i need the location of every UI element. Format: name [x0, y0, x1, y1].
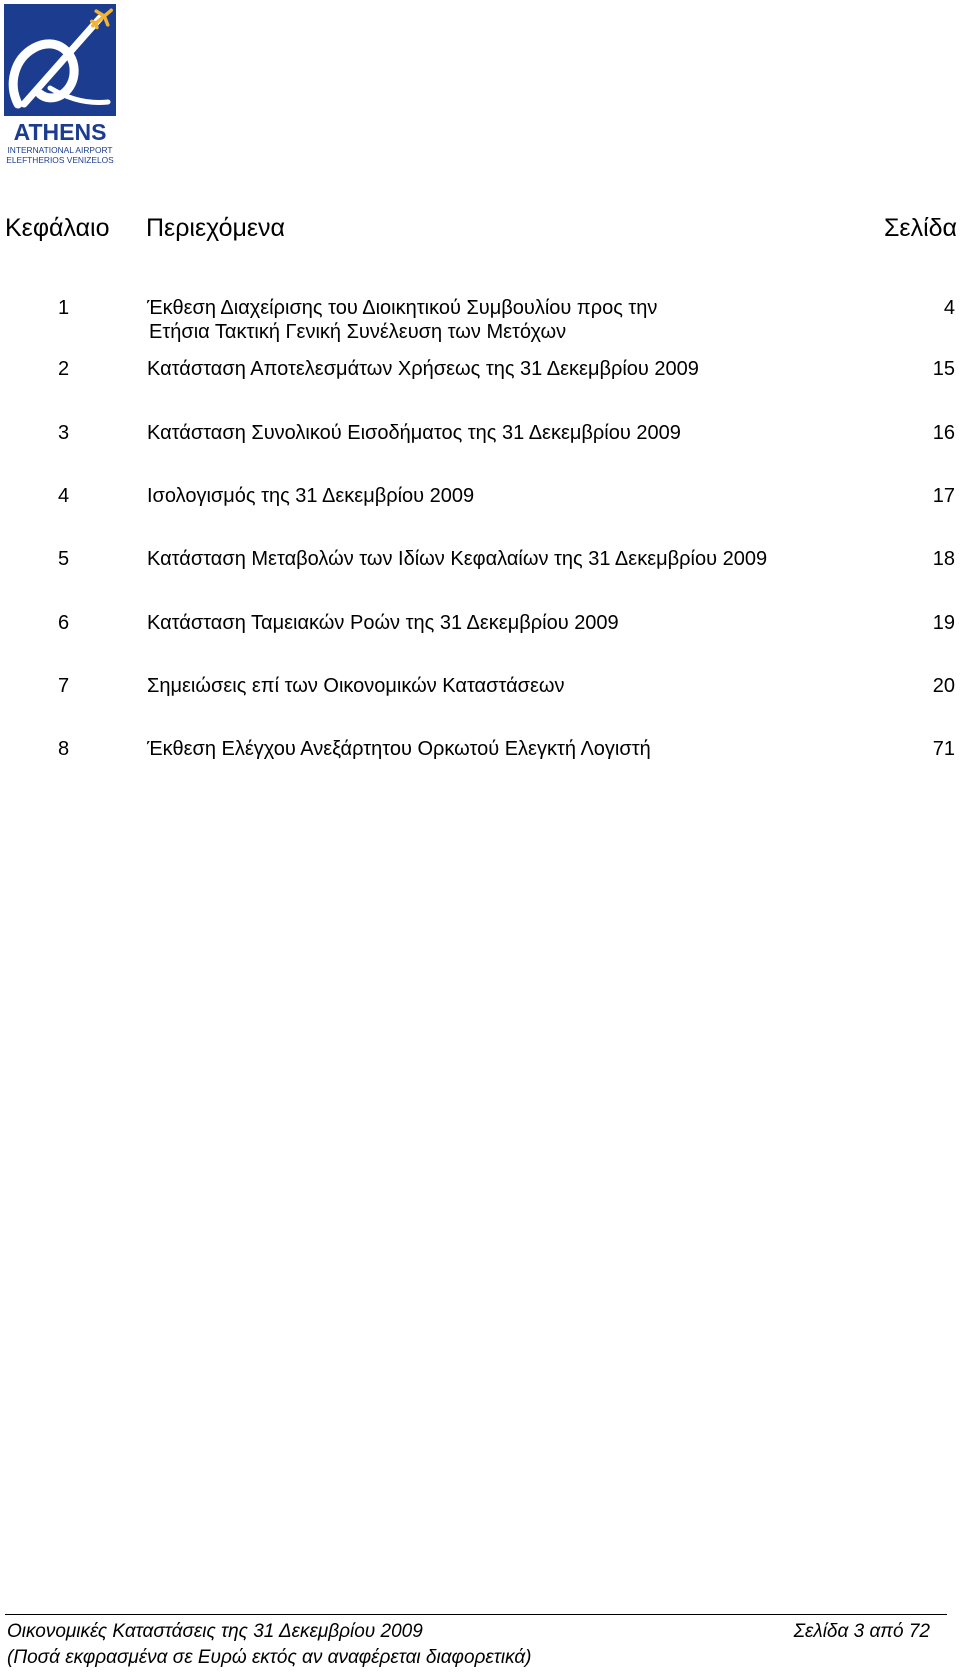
toc-header-page: Σελίδα — [883, 214, 957, 242]
toc-row-title: Έκθεση Ελέγχου Ανεξάρτητου Ορκωτού Ελεγκτή Λογιστή — [147, 738, 651, 760]
toc-row-page: 17 — [932, 485, 955, 507]
toc-row-title — [147, 296, 807, 344]
toc-row-number: 7 — [58, 675, 70, 697]
toc-row-title: Κατάσταση Συνολικού Εισοδήματος της 31 Δεκεμβρίου 2009 — [147, 422, 681, 444]
toc-row-number: 8 — [58, 738, 70, 760]
toc-row-page: 19 — [932, 612, 955, 634]
logo-line1-text: INTERNATIONAL AIRPORT — [7, 145, 113, 155]
footer-document-title: Οικονομικές Καταστάσεις της 31 Δεκεμβρίου 2009 — [7, 1621, 423, 1642]
toc-row-title: Κατάσταση Μεταβολών των Ιδίων Κεφαλαίων της 31 Δεκεμβρίου 2009 — [147, 548, 768, 570]
toc-row-page: 15 — [932, 358, 955, 380]
toc-row-number: 2 — [58, 358, 70, 380]
toc-row-number: 6 — [58, 612, 70, 634]
toc-row-number: 4 — [58, 485, 70, 507]
toc-row-title-line1: Έκθεση Διαχείρισης του Διοικητικού Συμβουλίου προς την — [147, 297, 658, 319]
toc-row-title-line2: Ετήσια Τακτική Γενική Συνέλευση των Μετόχων — [149, 321, 567, 343]
toc-row-title: Σημειώσεις επί των Οικονομικών Καταστάσεων — [147, 675, 565, 697]
toc-row-number: 1 — [58, 297, 70, 319]
footer-currency-note: (Ποσά εκφρασμένα σε Ευρώ εκτός αν αναφέρεται διαφορετικά) — [7, 1647, 532, 1668]
toc-header-chapter: Κεφάλαιο — [5, 214, 110, 242]
toc-row-page: 71 — [932, 738, 955, 760]
logo-brand-text: ATHENS — [13, 119, 107, 145]
toc-row-page: 18 — [932, 548, 955, 570]
toc-header-contents: Περιεχόμενα — [146, 214, 285, 242]
athens-airport-logo — [4, 4, 122, 172]
toc-row-number: 3 — [58, 422, 70, 444]
toc-row-title: Ισολογισμός της 31 Δεκεμβρίου 2009 — [147, 485, 475, 507]
logo-line2-text: ELEFTHERIOS VENIZELOS — [6, 155, 114, 165]
toc-row-page: 4 — [943, 297, 955, 319]
footer-divider — [5, 1614, 947, 1615]
toc-row-number: 5 — [58, 548, 70, 570]
toc-row-page: 16 — [932, 422, 955, 444]
toc-row-page: 20 — [932, 675, 955, 697]
toc-row-title: Κατάσταση Ταμειακών Ροών της 31 Δεκεμβρίου 2009 — [147, 612, 619, 634]
footer-page-number: Σελίδα 3 από 72 — [793, 1621, 930, 1642]
toc-header — [5, 214, 957, 250]
toc-row-title: Κατάσταση Αποτελεσμάτων Χρήσεως της 31 Δεκεμβρίου 2009 — [147, 358, 699, 380]
